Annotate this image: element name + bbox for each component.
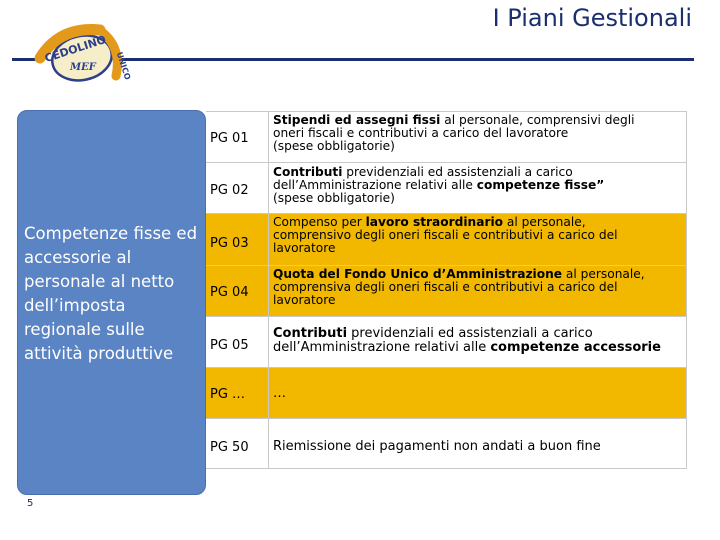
svg-text:UNICO: UNICO xyxy=(114,50,133,82)
cedolino-unico-logo xyxy=(30,20,133,90)
pg-code: PG 02 xyxy=(210,183,249,198)
pg-code: PG 03 xyxy=(210,236,249,251)
pg-table xyxy=(206,111,687,469)
pg-code: PG 01 xyxy=(210,131,249,146)
page-number: 5 xyxy=(27,498,34,509)
category-label: Competenze fisse ed accessorie al personale al netto dell’imposta regionale sulle attività produttive xyxy=(24,224,198,363)
svg-text:MEF: MEF xyxy=(70,62,96,73)
pg-code: PG … xyxy=(210,387,246,402)
pg-description: Contributi previdenziali ed assistenziali a carico dell’Amministrazione relativi alle competenze fisse” (spese obbligatorie) xyxy=(273,165,605,205)
pg-code: PG 04 xyxy=(210,285,249,300)
table-row xyxy=(206,111,687,162)
pg-description: Contributi previdenziali ed assistenziali a carico dell’Amministrazione relativi alle competenze accessorie xyxy=(273,326,661,355)
svg-text:CEDOLINO: CEDOLINO xyxy=(43,33,108,66)
table-row xyxy=(206,367,687,418)
page-title: I Piani Gestionali xyxy=(492,4,692,32)
pg-description: … xyxy=(273,386,286,401)
table-row xyxy=(206,213,687,265)
table-row xyxy=(206,265,687,316)
pg-description: Compenso per lavoro straordinario al personale, comprensivo degli oneri fiscali e contributivi a carico del lavoratore xyxy=(273,215,618,255)
table-row xyxy=(206,316,687,367)
table-row xyxy=(206,418,687,469)
pg-code: PG 05 xyxy=(210,338,249,353)
table-row xyxy=(206,162,687,213)
pg-description: Stipendi ed assegni fissi al personale, comprensivi degli oneri fiscali e contributivi a carico del lavoratore (spese obbligatorie) xyxy=(273,113,635,153)
pg-description: Quota del Fondo Unico d’Amministrazione al personale, comprensiva degli oneri fiscali e contributivi a carico del lavoratore xyxy=(273,267,645,307)
pg-code: PG 50 xyxy=(210,440,249,455)
pg-description: Riemissione dei pagamenti non andati a buon fine xyxy=(273,439,601,454)
header-rule xyxy=(118,58,694,61)
